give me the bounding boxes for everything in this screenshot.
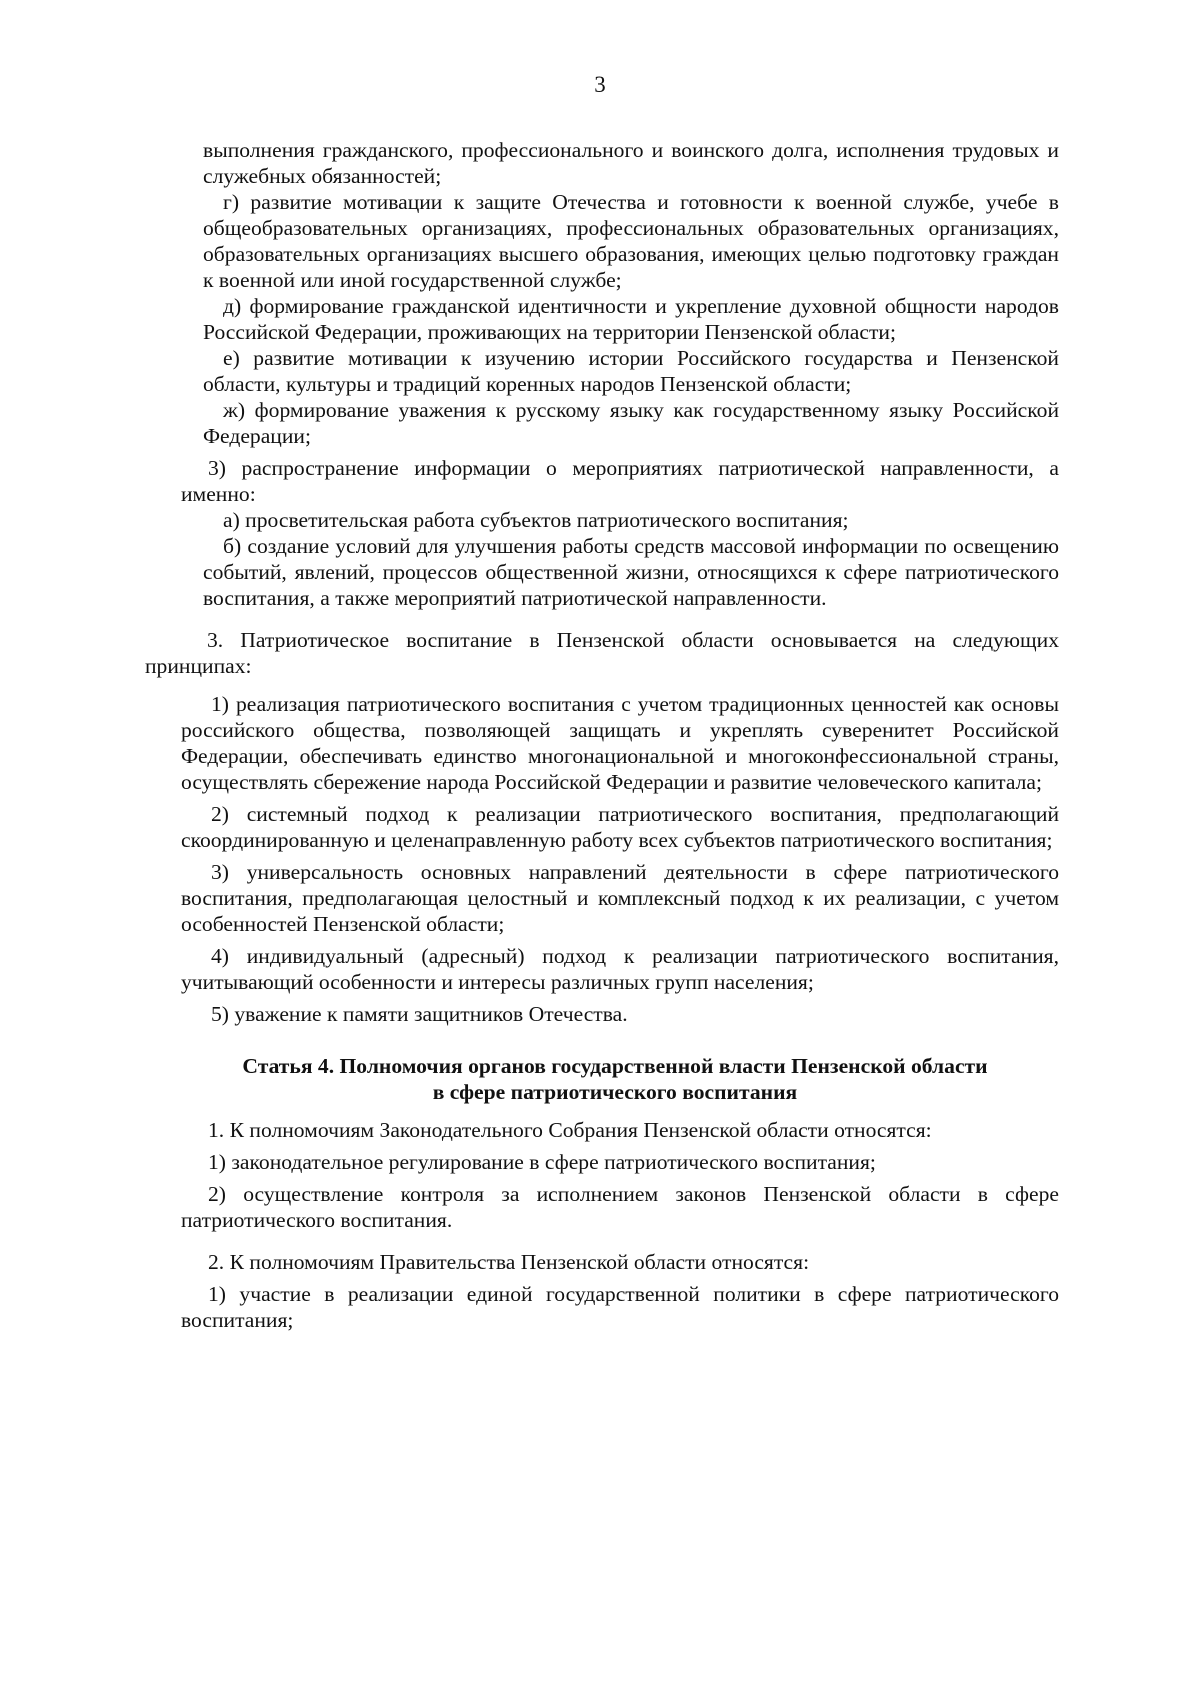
paragraph: 5) уважение к памяти защитников Отечества. (211, 1002, 628, 1026)
paragraph: 2) осуществление контроля за исполнением законов Пензенской области в сфере патриотического воспитания. (181, 1182, 1059, 1232)
paragraph: 3) универсальность основных направлений деятельности в сфере патриотического воспитания, предполагающая целостный и комплексный подход к их реализации, с учетом особенностей Пензенской области; (181, 860, 1059, 936)
paragraph: д) формирование гражданской идентичности и укрепление духовной общности народов Российской Федерации, проживающих на территории Пензенской области; (203, 294, 1059, 344)
paragraph: а) просветительская работа субъектов патриотического воспитания; (223, 508, 849, 532)
document-body (0, 137, 1200, 1333)
article-heading (0, 1053, 1200, 1105)
paragraph: 1) участие в реализации единой государственной политики в сфере патриотического воспитания; (181, 1282, 1059, 1332)
paragraph: 2. К полномочиям Правительства Пензенской области относятся: (208, 1250, 810, 1274)
paragraph: 1) законодательное регулирование в сфере патриотического воспитания; (208, 1150, 876, 1174)
paragraph: 2) системный подход к реализации патриотического воспитания, предполагающий скоординированную и целенаправленную работу всех субъектов патриотического воспитания; (181, 802, 1059, 852)
paragraph: выполнения гражданского, профессионального и воинского долга, исполнения трудовых и служебных обязанностей; (203, 138, 1059, 188)
article-heading-line1: Статья 4. Полномочия органов государственной власти Пензенской области (242, 1054, 988, 1078)
paragraph: 1. К полномочиям Законодательного Собрания Пензенской области относятся: (208, 1118, 932, 1142)
paragraph: 1) реализация патриотического воспитания с учетом традиционных ценностей как основы российского общества, позволяющей защищать и укреплять суверенитет Российской Федерации, обеспечивать единство многонациональной и многоконфессиональной страны, осуществлять сбережение народа Российской Федерации и развитие человеческого капитала; (181, 692, 1059, 794)
paragraph: 4) индивидуальный (адресный) подход к реализации патриотического воспитания, учитывающий особенности и интересы различных групп населения; (181, 944, 1059, 994)
page-number: 3 (594, 72, 606, 97)
article-heading-line2: в сфере патриотического воспитания (432, 1080, 798, 1104)
paragraph: г) развитие мотивации к защите Отечества и готовности к военной службе, учебе в общеобразовательных организациях, профессиональных образовательных организациях, образовательных организациях высшего образования, имеющих целью подготовку граждан к военной или иной государственной службе; (203, 190, 1059, 292)
paragraph: 3. Патриотическое воспитание в Пензенской области основывается на следующих принципах: (145, 628, 1059, 678)
paragraph: 3) распространение информации о мероприятиях патриотической направленности, а именно: (181, 456, 1059, 506)
paragraph: е) развитие мотивации к изучению истории Российского государства и Пензенской области, культуры и традиций коренных народов Пензенской области; (203, 346, 1059, 396)
paragraph: б) создание условий для улучшения работы средств массовой информации по освещению событий, явлений, процессов общественной жизни, относящихся к сфере патриотического воспитания, а также мероприятий патриотической направленности. (203, 534, 1059, 610)
paragraph: ж) формирование уважения к русскому языку как государственному языку Российской Федерации; (203, 398, 1059, 448)
